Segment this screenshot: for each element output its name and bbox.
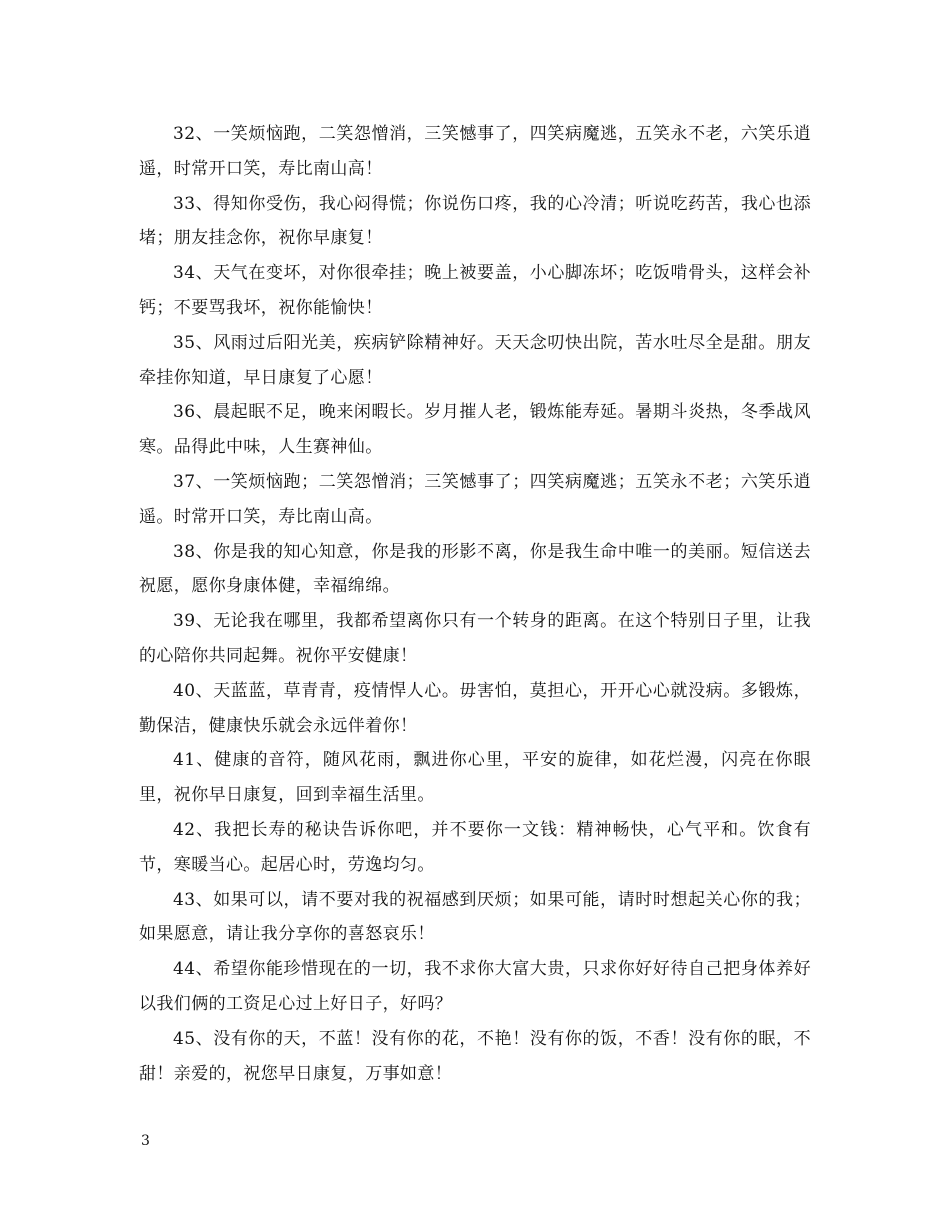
paragraph-33: 33、得知你受伤，我心闷得慌；你说伤口疼，我的心冷清；听说吃药苦，我心也添堵；朋友挂念你，祝你早康复！ bbox=[139, 193, 811, 249]
document-body bbox=[139, 117, 811, 1091]
paragraph-40: 40、天蓝蓝，草青青，疫情悍人心。毋害怕，莫担心，开开心心就没病。多锻炼，勤保洁，健康快乐就会永远伴着你！ bbox=[139, 680, 811, 736]
page-number: 3 bbox=[141, 1133, 150, 1149]
paragraph-38: 38、你是我的知心知意，你是我的形影不离，你是我生命中唯一的美丽。短信送去祝愿，愿你身康体健，幸福绵绵。 bbox=[139, 541, 811, 597]
paragraph-32: 32、一笑烦恼跑，二笑怨憎消，三笑憾事了，四笑病魔逃，五笑永不老，六笑乐逍遥，时常开口笑，寿比南山高！ bbox=[139, 124, 811, 179]
paragraph-45: 45、没有你的天，不蓝！没有你的花，不艳！没有你的饭，不香！没有你的眠，不甜！亲爱的，祝您早日康复，万事如意！ bbox=[139, 1028, 811, 1084]
paragraph-37: 37、一笑烦恼跑；二笑怨憎消；三笑憾事了；四笑病魔逃；五笑永不老；六笑乐逍遥。时常开口笑，寿比南山高。 bbox=[139, 471, 811, 527]
paragraph-39: 39、无论我在哪里，我都希望离你只有一个转身的距离。在这个特别日子里，让我的心陪你共同起舞。祝你平安健康！ bbox=[139, 611, 811, 666]
paragraph-41: 41、健康的音符，随风花雨，飘进你心里，平安的旋律，如花烂漫，闪亮在你眼里，祝你早日康复，回到幸福生活里。 bbox=[139, 750, 811, 806]
paragraph-34: 34、天气在变坏，对你很牵挂；晚上被要盖，小心脚冻坏；吃饭啃骨头，这样会补钙；不要骂我坏，祝你能愉快！ bbox=[139, 263, 811, 318]
paragraph-35: 35、风雨过后阳光美，疾病铲除精神好。天天念叨快出院，苦水吐尽全是甜。朋友牵挂你知道，早日康复了心愿！ bbox=[139, 332, 811, 388]
paragraph-42: 42、我把长寿的秘诀告诉你吧，并不要你一文钱：精神畅快，心气平和。饮食有节，寒暖当心。起居心时，劳逸均匀。 bbox=[139, 819, 811, 875]
paragraph-43: 43、如果可以，请不要对我的祝福感到厌烦；如果可能，请时时想起关心你的我；如果愿意，请让我分享你的喜怒哀乐！ bbox=[139, 889, 811, 945]
paragraph-36: 36、晨起眠不足，晚来闲暇长。岁月摧人老，锻炼能寿延。暑期斗炎热，冬季战风寒。品得此中味，人生赛神仙。 bbox=[139, 402, 811, 458]
paragraph-44: 44、希望你能珍惜现在的一切，我不求你大富大贵，只求你好好待自己把身体养好以我们俩的工资足心过上好日子，好吗？ bbox=[139, 959, 811, 1014]
